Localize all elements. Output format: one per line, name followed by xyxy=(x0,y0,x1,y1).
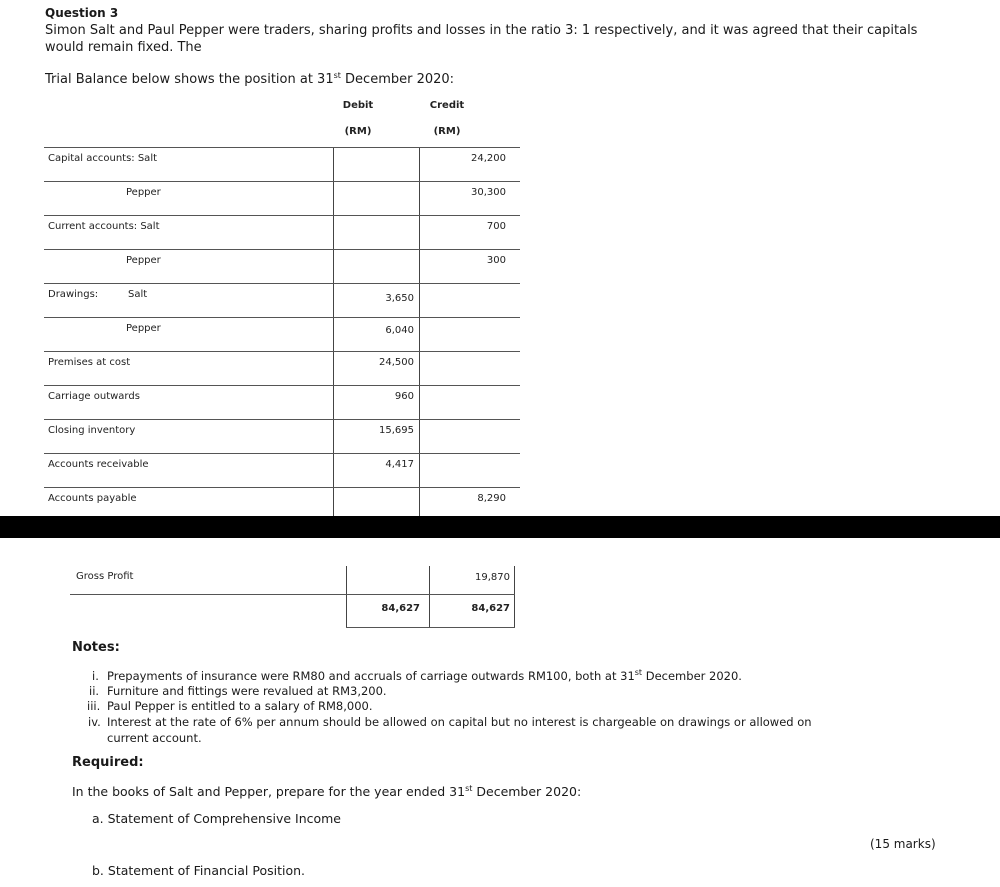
total-debit: 84,627 xyxy=(381,603,420,614)
debit-header: Debit xyxy=(342,100,374,111)
table-row-label: Pepper xyxy=(126,187,161,198)
debit-cell: 3,650 xyxy=(385,293,414,304)
note-item: Interest at the rate of 6% per annum should be allowed on capital but no interest is chargeable on drawings or allowed on xyxy=(107,715,812,729)
row-divider xyxy=(44,385,520,386)
question-intro-line2: would remain fixed. The xyxy=(45,40,202,55)
part-a: a. Statement of Comprehensive Income xyxy=(92,811,341,826)
row-divider xyxy=(44,419,520,420)
table-row-label: Premises at cost xyxy=(48,357,131,368)
notes-heading: Notes: xyxy=(72,640,120,655)
row-divider xyxy=(44,283,520,284)
debit-cell: 960 xyxy=(394,391,414,402)
question-intro-line1: Simon Salt and Paul Pepper were traders, sharing profits and losses in the ratio 3: 1 respectively, and it was agreed that their capitals xyxy=(45,23,918,38)
row-divider xyxy=(346,627,515,628)
part-a-marks: (15 marks) xyxy=(870,837,936,851)
row-divider xyxy=(44,487,520,488)
gross-profit-label: Gross Profit xyxy=(76,571,134,582)
row-divider xyxy=(44,453,520,454)
column-divider xyxy=(419,147,420,516)
row-divider xyxy=(44,351,520,352)
table-row-label: Pepper xyxy=(126,255,161,266)
row-divider xyxy=(44,181,520,182)
credit-cell: 300 xyxy=(486,255,506,266)
question-title: Question 3 xyxy=(45,6,119,20)
gross-profit-credit: 19,870 xyxy=(475,572,510,583)
column-divider xyxy=(514,566,515,628)
row-divider xyxy=(44,215,520,216)
note-marker: ii. xyxy=(89,684,100,698)
total-credit: 84,627 xyxy=(471,603,510,614)
table-row-label: Pepper xyxy=(126,323,161,334)
table-row-label: Carriage outwards xyxy=(48,391,140,402)
note-item-continued: current account. xyxy=(107,731,202,745)
credit-cell: 24,200 xyxy=(471,153,506,164)
table-row-label: Drawings: xyxy=(48,289,99,300)
row-divider xyxy=(44,147,520,148)
table-row-label: Accounts payable xyxy=(48,493,137,504)
note-marker: i. xyxy=(92,669,99,683)
note-item: Furniture and fittings were revalued at RM3,200. xyxy=(107,684,387,698)
required-heading: Required: xyxy=(72,755,144,770)
column-divider xyxy=(346,566,347,628)
table-row-label: Current accounts: Salt xyxy=(48,221,160,232)
note-marker: iii. xyxy=(87,699,101,713)
row-divider xyxy=(70,594,515,595)
column-divider xyxy=(429,566,430,628)
credit-header: Credit xyxy=(429,100,465,111)
debit-cell: 4,417 xyxy=(385,459,414,470)
row-divider xyxy=(44,249,520,250)
table-row-label: Accounts receivable xyxy=(48,459,149,470)
required-instruction: In the books of Salt and Pepper, prepare for the year ended 31st December 2020: xyxy=(72,784,582,799)
debit-cell: 15,695 xyxy=(379,425,414,436)
debit-unit: (RM) xyxy=(344,126,372,137)
note-item: Paul Pepper is entitled to a salary of RM8,000. xyxy=(107,699,373,713)
debit-cell: 24,500 xyxy=(379,357,414,368)
table-row-label: Capital accounts: Salt xyxy=(48,153,158,164)
credit-unit: (RM) xyxy=(433,126,461,137)
credit-cell: 8,290 xyxy=(477,493,506,504)
table-row-label: Closing inventory xyxy=(48,425,136,436)
part-b: b. Statement of Financial Position. xyxy=(92,863,306,878)
row-divider xyxy=(44,317,520,318)
page-break-band xyxy=(0,516,1000,538)
trial-balance-title: Trial Balance below shows the position at 31st December 2020: xyxy=(45,71,455,87)
debit-cell: 6,040 xyxy=(385,325,414,336)
note-marker: iv. xyxy=(88,715,101,729)
column-divider xyxy=(333,147,334,516)
credit-cell: 30,300 xyxy=(471,187,506,198)
table-row-sublabel: Salt xyxy=(128,289,148,300)
credit-cell: 700 xyxy=(486,221,506,232)
note-item: Prepayments of insurance were RM80 and accruals of carriage outwards RM100, both at 31st December 2020. xyxy=(107,668,742,683)
